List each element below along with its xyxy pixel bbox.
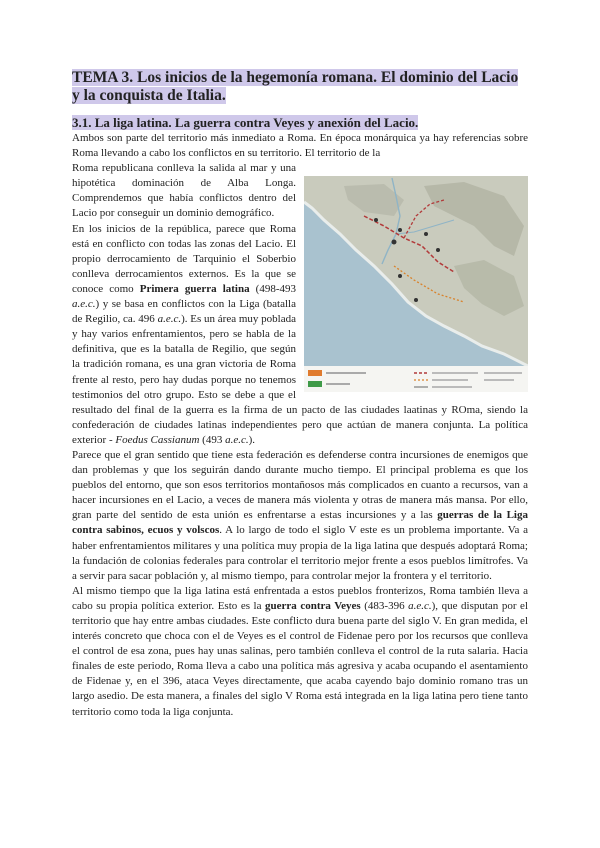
latium-map bbox=[304, 176, 528, 392]
paragraph-1-left: Roma republicana conlleva la salida al mar y una hipotética dominación de Alba Longa. Comprendemos que había conflictos dentro del Lacio por conseguir un dominio demográfico. bbox=[72, 162, 296, 220]
page-title bbox=[72, 69, 528, 105]
paragraph-3: Parece que el gran sentido que tiene esta federación es defenderse contra incursiones de enemigos que dan problemas y que los seguirán dando durante mucho tiempo. El principal problema es que los pueblos del entorno, que son esos territorios montañosos más complicados en cuanto a recursos, van a hacer incursiones en el Lacio, a veces de manera más violenta y otras de manera más mansa. Por ello, gran parte del sentido de esta unión es enfrentarse a estas incursiones y a las guerras de la Liga contra sabinos, ecuos y volscos. A lo largo de todo el siglo V este es un problema importante. Va a haber enfrentamientos militares y una política muy propia de la liga latina que después adoptará Roma; la fundación de colonias federales para controlar el territorio mejor frente a esos pueblos limítrofes. Va a servir para sacar población y, al mismo tiempo, para controlar mejor la frontera y el territorio. bbox=[72, 448, 528, 582]
map-legend-swatch-green bbox=[308, 381, 322, 387]
map-city-tibur bbox=[424, 232, 428, 236]
paragraph-4: Al mismo tiempo que la liga latina está enfrentada a estos pueblos fronterizos, Roma también lleva a cabo su propia política exterior. Esto es la guerra contra Veyes (483-396 a.e.c.), que disputan por el territorio que hay entre ambas ciudades. Este conflicto dura buena parte del siglo V. En gran medida, el interés concreto que choca con el de Veyes es el control de Fidenae pero por los recursos que conlleva el control de esa zona, pues hay unas salinas, pero también conlleva el control de la ruta salaria. Hacia finales de este periodo, Roma lleva a cabo una política más agresiva y acaba ocupando el asentamiento de Fidenae y, en el 396, ataca Veyes directamente, que acaba cayendo bajo dominio romano tras un largo asedio. De esta manera, a finales del siglo V Roma está integrada en la liga latina pero tiene tanto territorio como toda la liga conjunta. bbox=[72, 584, 528, 718]
map-legend-text-1 bbox=[432, 372, 478, 374]
latium-map-svg bbox=[304, 176, 528, 392]
paragraph-1-full: Ambos son parte del territorio más inmediato a Roma. En época monárquica ya hay referencias sobre Roma llevando a cabo los conflictos en su territorio. El territorio de la bbox=[72, 132, 528, 160]
guerra-contra-veyes: guerra contra Veyes bbox=[265, 599, 361, 612]
map-city-roma bbox=[392, 240, 397, 245]
title-line-2: y la conquista de Italia. bbox=[72, 87, 226, 104]
map-legend-text-3 bbox=[432, 386, 472, 388]
paragraph-2: En los inicios de la república, parece que Roma está en conflicto con todas las zonas del Lacio. El propio derrocamiento de Tarquinio el Soberbio conlleva derrocamientos externos. Es la que se conoce como Primera guerra latina (498-493 a.e.c.) y se basa en conflictos con la Liga (batalla de Regilio, ca. 496 a.e.c.). Es un área muy poblada y hay varios enfrentamientos, pero se habla de la definitiva, que es la batalla de Regilio, que según la tradición romana, es una gran victoria de Roma frente al resto, pero hay dudas porque no tenemos testimonios del otro grupo. Esto se debe a que el resultado del final de la guerra es la firma de un pacto de las ciudades laatinas y ROma, siendo la confederación de ciudades latinas independientes pero que actúan de manera conjunta. La política exterior - Foedus Cassianum (493 a.e.c.). bbox=[72, 222, 528, 446]
map-city-praeneste bbox=[436, 248, 440, 252]
map-city-veyes bbox=[374, 218, 378, 222]
guerras-liga: guerras de la Liga contra sabinos, ecuos y volscos bbox=[72, 509, 528, 537]
map-legend-text-4 bbox=[484, 372, 522, 374]
primera-guerra-latina: Primera guerra latina bbox=[139, 282, 250, 295]
map-city-fidenae bbox=[398, 228, 402, 232]
map-legend-swatch-orange bbox=[308, 370, 322, 376]
map-city-ardea bbox=[398, 274, 402, 278]
map-legend-line-1 bbox=[326, 372, 366, 374]
document-page bbox=[72, 69, 528, 720]
map-city-antium bbox=[414, 298, 418, 302]
title-line-1: TEMA 3. Los inicios de la hegemonía romana. El dominio del Lacio bbox=[72, 69, 519, 86]
map-legend-text-2 bbox=[432, 379, 468, 381]
foedus-cassianum: Foedus Cassianum bbox=[115, 433, 200, 446]
body-text bbox=[72, 131, 528, 720]
map-legend-line-2 bbox=[326, 383, 350, 385]
map-legend-text-5 bbox=[484, 379, 514, 381]
section-heading: 3.1. La liga latina. La guerra contra Veyes y anexión del Lacio. bbox=[72, 115, 419, 130]
